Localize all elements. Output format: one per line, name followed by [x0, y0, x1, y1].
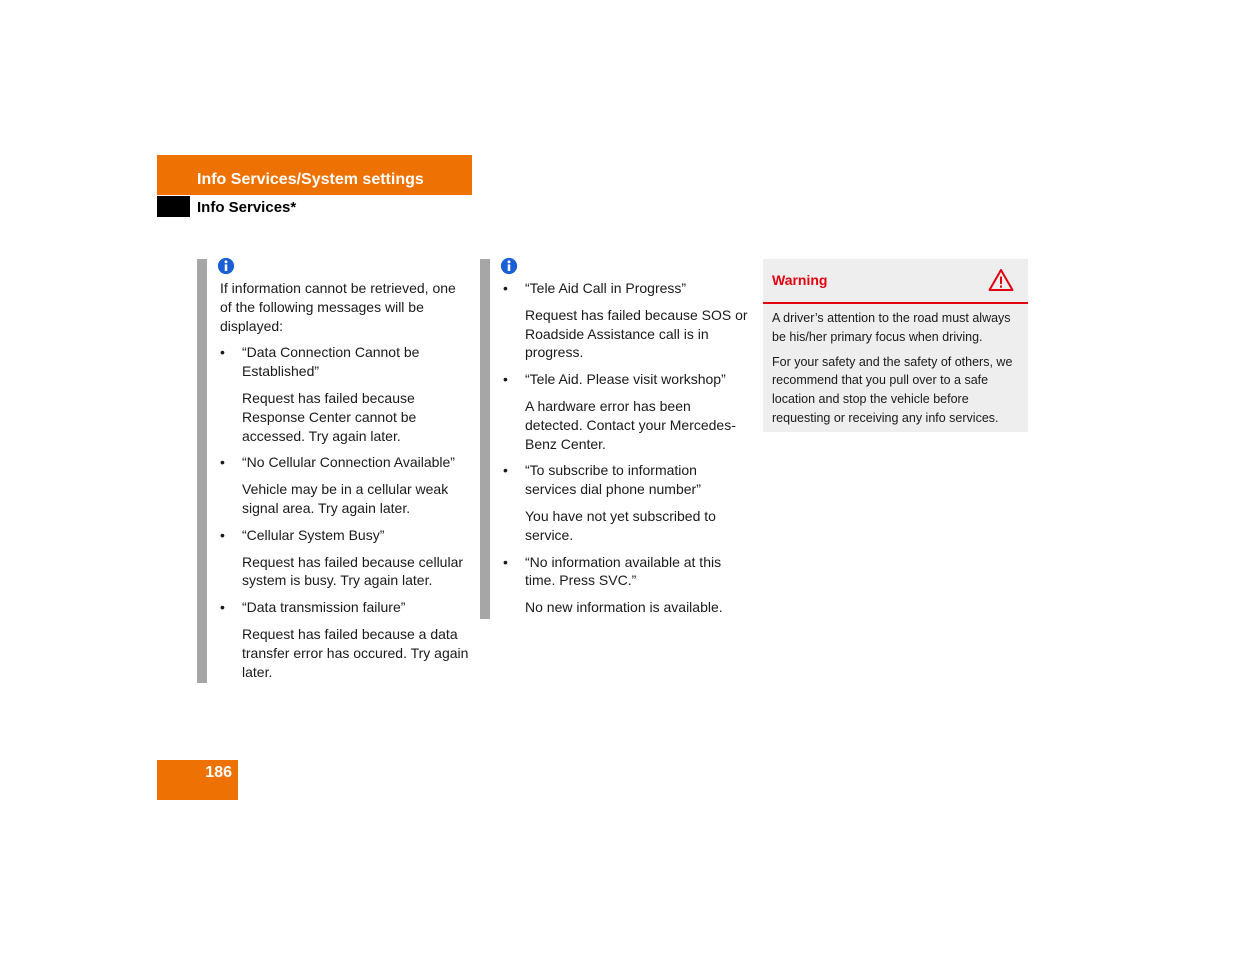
bullet: •: [503, 371, 508, 388]
warning-label: Warning: [772, 272, 828, 288]
list-item: [220, 453, 470, 517]
warning-body: [763, 304, 1028, 428]
message-label: “Tele Aid. Please visit workshop”: [525, 371, 726, 388]
message-label: “Data Connection Cannot be Established”: [242, 344, 420, 380]
bullet: •: [220, 454, 225, 471]
warning-paragraph: For your safety and the safety of others, we recommend that you pull over to a safe location and stop the vehicle before requesting or receiving any info services.: [772, 354, 1013, 425]
list-item: [220, 343, 470, 445]
subsection-title: Info Services*: [197, 199, 297, 216]
page-number: 186: [205, 764, 232, 781]
message-description: A hardware error has been detected. Contact your Mercedes-Benz Center.: [525, 397, 736, 452]
bullet: •: [503, 280, 508, 296]
bullet: •: [503, 553, 508, 570]
list-item: [220, 598, 470, 681]
subsection-marker: [157, 196, 190, 217]
list-item: [220, 526, 470, 590]
bullet: •: [220, 599, 225, 616]
message-description: Request has failed because Response Center cannot be accessed. Try again later.: [242, 389, 417, 444]
info-icon: [500, 257, 518, 275]
info-sidebar-bar-2: [480, 259, 490, 619]
message-description: Vehicle may be in a cellular weak signal area. Try again later.: [242, 481, 449, 516]
message-description: Request has failed because cellular system is busy. Try again later.: [242, 553, 464, 589]
page-number-box: [157, 760, 238, 800]
list-item: [503, 461, 751, 544]
message-description: You have not yet subscribed to service.: [525, 507, 716, 543]
message-list-2: [503, 279, 751, 617]
warning-box: [763, 259, 1028, 432]
message-label: “No Cellular Connection Available”: [242, 454, 455, 471]
bullet: •: [220, 526, 225, 543]
message-label: “Data transmission failure”: [242, 599, 406, 616]
section-header-bar: [157, 155, 472, 195]
message-label: “Cellular System Busy”: [242, 526, 385, 543]
warning-triangle-icon: [988, 268, 1014, 292]
info-intro-text: If information cannot be retrieved, one of the following messages will be displayed:: [220, 280, 456, 334]
message-list-1: [220, 343, 470, 681]
info-column-1: [220, 257, 470, 689]
message-label: “Tele Aid Call in Progress”: [525, 280, 687, 296]
info-sidebar-bar-1: [197, 259, 207, 683]
list-item: [503, 553, 751, 617]
list-item: [503, 279, 751, 362]
message-label: “No information available at this time. Press SVC.”: [525, 553, 722, 589]
message-description: No new information is available.: [525, 599, 723, 616]
section-title: Info Services/System settings: [197, 171, 424, 188]
info-column-2: [503, 257, 751, 625]
bullet: •: [503, 462, 508, 479]
message-label: “To subscribe to information services dial phone number”: [525, 462, 701, 498]
message-description: Request has failed because a data transfer error has occured. Try again later.: [242, 625, 469, 680]
bullet: •: [220, 344, 225, 361]
info-icon: [217, 257, 235, 275]
warning-paragraph: A driver’s attention to the road must always be his/her primary focus when driving.: [772, 311, 1011, 344]
list-item: [503, 370, 751, 453]
message-description: Request has failed because SOS or Roadside Assistance call is in progress.: [525, 306, 748, 361]
warning-header: [763, 259, 1028, 304]
